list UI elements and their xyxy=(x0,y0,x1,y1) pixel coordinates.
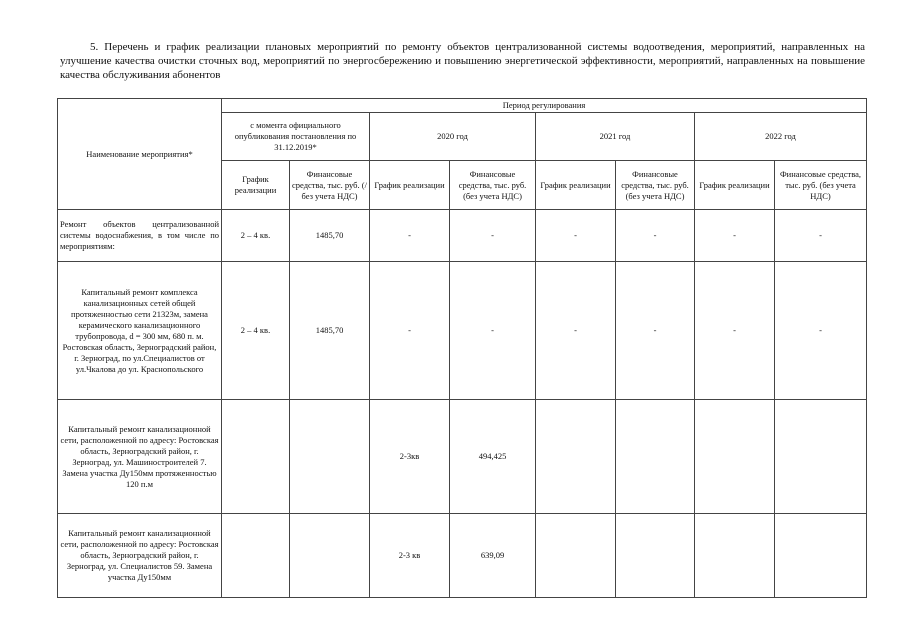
activity-name-cell: Капитальный ремонт канализационной сети, расположенной по адресу: Ростовская область, Зерноградский район, г. Зерноград, ул. Специалистов 59. Замена участка Ду150мм xyxy=(58,514,222,598)
table-cell: 2-3кв xyxy=(370,400,450,514)
table-cell: - xyxy=(536,262,616,400)
header-activity-name: Наименование мероприятия* xyxy=(58,99,222,210)
table-row xyxy=(58,514,867,598)
table-cell: 639,09 xyxy=(450,514,536,598)
table-row xyxy=(58,400,867,514)
header-group-2022: 2022 год xyxy=(695,113,867,161)
table-cell xyxy=(775,514,867,598)
table-cell xyxy=(222,400,290,514)
table-cell xyxy=(222,514,290,598)
header-funds: Финансовые средства, тыс. руб. (без учета НДС) xyxy=(450,161,536,210)
header-schedule: График реализации xyxy=(536,161,616,210)
table-cell: 494,425 xyxy=(450,400,536,514)
table-cell: - xyxy=(695,262,775,400)
table-cell xyxy=(536,514,616,598)
header-group-initial: с момента официального опубликования постановления по 31.12.2019* xyxy=(222,113,370,161)
intro-text: 5. Перечень и график реализации плановых мероприятий по ремонту объектов централизованной системы водоотведения, мероприятий, направленных на улучшение качества очистки сточных вод, мероприятий по энергосбережению и повышению энергетической эффективности, мероприятий, направленных на повышение качества обслуживания абонентов xyxy=(60,41,865,81)
table-cell: 1485,70 xyxy=(290,210,370,262)
table-cell: - xyxy=(370,210,450,262)
table-cell xyxy=(775,400,867,514)
activity-name-cell: Ремонт объектов централизованной системы водоснабжения, в том числе по мероприятиям: xyxy=(58,210,222,262)
table-row xyxy=(58,210,867,262)
table-cell: - xyxy=(450,262,536,400)
table-cell xyxy=(616,514,695,598)
section-intro-paragraph xyxy=(60,40,865,82)
header-schedule: График реализации xyxy=(222,161,290,210)
header-schedule: График реализации xyxy=(370,161,450,210)
table-cell: - xyxy=(450,210,536,262)
table-cell: - xyxy=(616,262,695,400)
works-schedule-table xyxy=(57,98,867,598)
header-funds: Финансовые средства, тыс. руб. (/без учета НДС) xyxy=(290,161,370,210)
table-cell: - xyxy=(775,262,867,400)
header-funds: Финансовые средства, тыс. руб. (без учета НДС) xyxy=(775,161,867,210)
table-cell: - xyxy=(695,210,775,262)
header-regulation-period: Период регулирования xyxy=(222,99,867,113)
header-funds: Финансовые средства, тыс. руб. (без учета НДС) xyxy=(616,161,695,210)
table-cell: 1485,70 xyxy=(290,262,370,400)
table-cell: 2 – 4 кв. xyxy=(222,262,290,400)
table-cell xyxy=(695,514,775,598)
table-cell: - xyxy=(536,210,616,262)
table-cell xyxy=(695,400,775,514)
header-group-2020: 2020 год xyxy=(370,113,536,161)
header-schedule: График реализации xyxy=(695,161,775,210)
header-group-2021: 2021 год xyxy=(536,113,695,161)
table-cell: - xyxy=(616,210,695,262)
table-cell: - xyxy=(370,262,450,400)
table-cell xyxy=(536,400,616,514)
activity-name-cell: Капитальный ремонт канализационной сети, расположенной по адресу: Ростовская область, Зерноградский район, г. Зерноград, ул. Машиностроителей 7. Замена участка Ду150мм протяженностью 120 п.м xyxy=(58,400,222,514)
table-cell: 2-3 кв xyxy=(370,514,450,598)
table-cell: - xyxy=(775,210,867,262)
table-row xyxy=(58,262,867,400)
table-cell xyxy=(290,400,370,514)
table-cell xyxy=(616,400,695,514)
activity-name-cell: Капитальный ремонт комплекса канализационных сетей общей протяженностью сети 21323м, замена керамического канализационного трубопровода, d = 300 мм, 680 п. м. Ростовская область, Зерноградский район, г. Зерноград, по ул.Специалистов от ул.Чкалова до ул. Краснопольского xyxy=(58,262,222,400)
table-cell: 2 – 4 кв. xyxy=(222,210,290,262)
table-cell xyxy=(290,514,370,598)
